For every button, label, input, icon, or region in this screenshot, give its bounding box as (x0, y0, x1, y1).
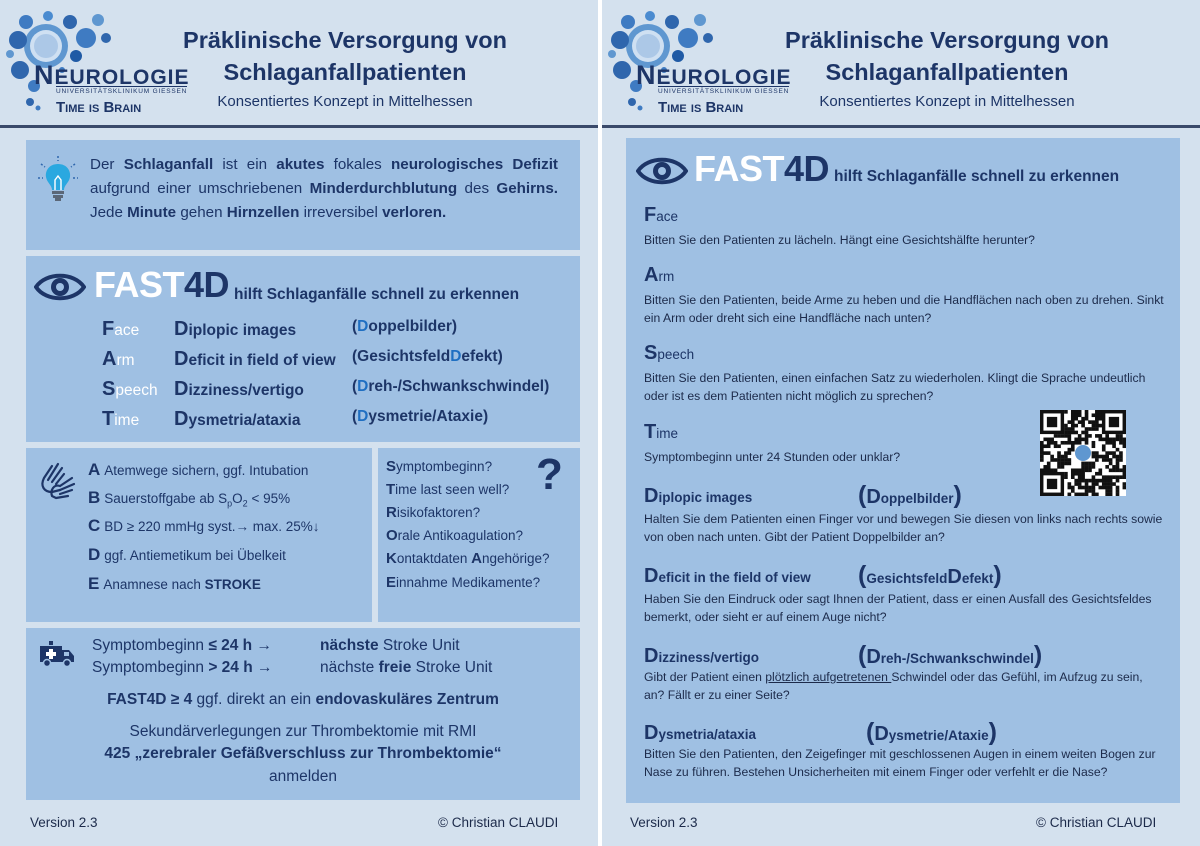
qr-code (1040, 410, 1126, 496)
abc-row-a: A Atemwege sichern, ggf. Intubation (88, 460, 309, 479)
sign-language-hands-icon (38, 458, 80, 502)
footer-copyright: © Christian CLAUDI (1036, 815, 1157, 830)
fast4d-subtitle: hilft Schlaganfälle schnell zu erkennen (834, 168, 1120, 185)
stroke-row-2-left: Symptombeginn > 24 h → (92, 659, 273, 676)
stroke-row-1-right: nächste Stroke Unit (320, 637, 460, 654)
logo-university: UNIVERSITÄTSKLINIKUM GIESSEN (658, 88, 790, 95)
footer-version: Version 2.3 (630, 815, 698, 830)
fast4d-subtitle: hilft Schlaganfälle schnell zu erkennen (234, 286, 520, 303)
logo-tagline: Time is Brain (56, 99, 142, 116)
footer-copyright: © Christian CLAUDI (438, 815, 559, 830)
abc-row-b: B Sauerstoffgabe ab $S_pO_2 < 95\%$ (88, 488, 291, 509)
detail-heading-arm: Arm (644, 264, 675, 286)
detail-heading-time: Time (644, 421, 678, 443)
logo-tagline: Time is Brain (658, 99, 744, 116)
fast4d-box: FAST4D hilft Schlaganfälle schnell zu erkennen Face Diplopic images (Doppelbilder) Arm Deficit in field of view (GesichtsfeldDefekt) Speech Dizziness/vertigo (Dreh-/Schwankschwindel) Time Dysmetria/ataxia (Dysmetrie/Ataxie) (26, 256, 580, 442)
lightbulb-icon (38, 156, 78, 202)
stroke-unit-box (26, 628, 580, 800)
detail-text-arm: Bitten Sie den Patienten, beide Arme zu heben und die Handflächen nach oben zu drehen. Sinkt ein Arm oder dreht sich eine Handfläche nach unten? (644, 293, 1164, 325)
page-title: Präklinische Versorgung von Schlaganfallpatienten (785, 27, 1109, 85)
page-title: Präklinische Versorgung von Schlaganfallpatienten (183, 27, 507, 85)
detail-text-dysmetria: Bitten Sie den Patienten, den Zeigefinger mit geschlossenen Augen in einem weiten Bogen zur Nase zu führen. Bestehen Unsicherheiten mit einem Finger oder verfehlt er die Nase? (644, 747, 1156, 779)
left-page (0, 0, 598, 846)
eye-icon (34, 270, 86, 304)
stroke-row-2-right: nächste freie Stroke Unit (320, 659, 493, 676)
sample-box (378, 448, 580, 622)
header-divider (602, 125, 1200, 128)
stroke-row-1-left: Symptombeginn ≤ 24 h → (92, 637, 272, 654)
detail-heading-face: Face (644, 204, 678, 226)
abcde-box (26, 448, 372, 622)
detail-heading-diplopic: Diplopic images (Doppelbilder) (644, 481, 962, 509)
detail-text-speech: Bitten Sie den Patienten, einen einfachen Satz zu wiederholen. Klingt die Sprache undeutlich oder ist es dem Patienten nicht möglich zu sprechen? (644, 371, 1146, 403)
detail-text-time: Symptombeginn unter 24 Stunden oder unklar? (644, 450, 901, 464)
abc-row-e: E Anamnese nach STROKE (88, 574, 261, 593)
page-subtitle: Konsentiertes Konzept in Mittelhessen (819, 93, 1075, 110)
sample-row-r: Risikofaktoren? (386, 504, 481, 521)
question-mark-icon: ? (536, 450, 563, 499)
logo-wordmark: NEUROLOGIE (636, 60, 792, 90)
logo-wordmark: NEUROLOGIE (34, 60, 190, 90)
logo-university: UNIVERSITÄTSKLINIKUM GIESSEN (56, 88, 188, 95)
fast4d-title: FAST4D (694, 148, 830, 189)
abc-row-c: C BD ≥ 220 mmHg syst.→ max. 25%↓ (88, 516, 320, 535)
detail-heading-dysmetria: Dysmetria/ataxia (Dysmetrie/Ataxie) (644, 718, 997, 746)
page-subtitle: Konsentiertes Konzept in Mittelhessen (217, 93, 473, 110)
detail-heading-deficit: Deficit in the field of view (GesichtsfeldDefekt) (644, 561, 1002, 589)
detail-text-deficit: Haben Sie den Eindruck oder sagt Ihnen der Patient, dass er einen Ausfall des Gesichtsfeldes bemerkt, oder sieht er auf einem Auge nicht? (644, 592, 1152, 624)
detail-heading-dizziness: Dizziness/vertigo (Dreh-/Schwankschwindel) (644, 641, 1043, 669)
fast4d-detail-box (626, 138, 1180, 803)
sample-row-t: Time last seen well? (386, 481, 510, 498)
secondary-transfer-line-1: Sekundärverlegungen zur Thrombektomie mit RMI (129, 723, 477, 740)
right-page (602, 0, 1200, 846)
header-left (0, 0, 598, 126)
sample-row-e: Einnahme Medikamente? (386, 574, 541, 591)
header-right (602, 0, 1200, 126)
detail-text-diplopic: Halten Sie dem Patienten einen Finger vor und bewegen Sie diesen von links nach rechts sowie von oben nach unten. Gibt der Patient Doppelbilder an? (644, 512, 1163, 544)
fast4d-title: FAST4D (94, 264, 230, 305)
abc-row-d: D ggf. Antiemetikum bei Übelkeit (88, 545, 286, 564)
sample-row-k: Kontaktdaten Angehörige? (386, 550, 550, 567)
fast4d-threshold: FAST4D ≥ 4 ggf. direkt an ein endovaskuläres Zentrum (107, 691, 499, 708)
secondary-transfer-line-2: 425 „zerebraler Gefäßverschluss zur Thrombektomie“ (104, 745, 502, 762)
intro-text: Der Schlaganfall ist ein akutes fokales neurologisches Defizit aufgrund einer umschriebenen Minderdurchblutung des Gehirns. Jede Minute gehen Hirnzellen irreversibel verloren. (90, 156, 558, 221)
eye-icon (636, 154, 688, 188)
secondary-transfer-line-3: anmelden (268, 768, 338, 785)
ambulance-icon (38, 640, 76, 668)
detail-text-dizziness: Gibt der Patient einen plötzlich aufgetretenen Schwindel oder das Gefühl, im Aufzug zu sein, an? Fällt er zu einer Seite? (644, 670, 1143, 702)
intro-box (26, 140, 580, 250)
footer-version: Version 2.3 (30, 815, 98, 830)
detail-text-face: Bitten Sie den Patienten zu lächeln. Hängt eine Gesichtshälfte herunter? (644, 233, 1035, 247)
detail-heading-speech: Speech (644, 342, 695, 364)
header-divider (0, 125, 598, 128)
sample-row-s: Symptombeginn? (386, 458, 493, 475)
sample-row-o: Orale Antikoagulation? (386, 527, 524, 544)
